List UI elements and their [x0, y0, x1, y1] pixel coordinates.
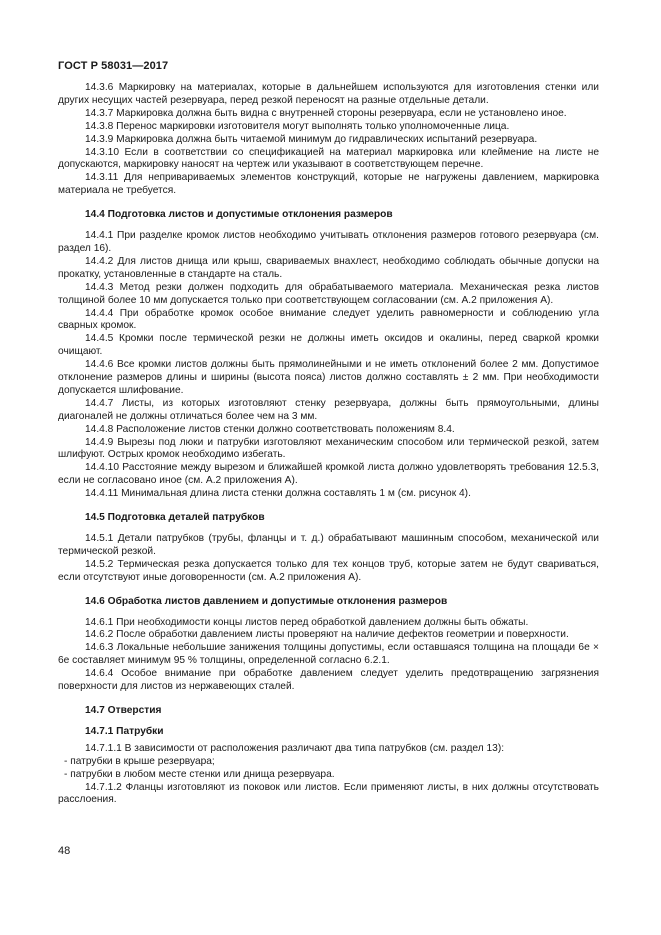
paragraph: 14.5.2 Термическая резка допускается только для тех концов труб, которые затем не будут свариваться, если отсутствуют иные договоренности (см. А.2 приложения А).: [58, 558, 599, 583]
paragraph: 14.4.10 Расстояние между вырезом и ближайшей кромкой листа должно удовлетворять требования 12.5.3, если не согласовано иное (см. А.2 приложения А).: [58, 462, 599, 487]
paragraph: 14.3.10 Если в соответствии со спецификацией на материал маркировка или клеймение на листе не допускаются, маркировку наносят на чертеж или указывают в соответствующем перечне.: [58, 146, 599, 171]
list-item: - патрубки в крыше резервуара;: [64, 755, 215, 767]
paragraph: 14.4.8 Расположение листов стенки должно соответствовать положениям 8.4.: [85, 423, 455, 435]
paragraph: 14.4.5 Кромки после термической резки не должны иметь оксидов и окалины, перед сваркой кромки очищают.: [58, 333, 599, 358]
paragraph: 14.4.6 Все кромки листов должны быть прямолинейными и не иметь отклонений более 2 мм. Допустимое отклонение размеров длины и ширины (высота пояса) листов должно составлять ± 2 мм. При необходимости допускается шлифование.: [58, 359, 599, 396]
section-heading: 14.5 Подготовка деталей патрубков: [85, 512, 265, 524]
section-heading: 14.7 Отверстия: [85, 704, 162, 716]
paragraph: 14.3.6 Маркировку на материалах, которые в дальнейшем используются для изготовления стенки или других несущих частей резервуара, перед резкой переносят на разные отдельные детали.: [58, 82, 599, 106]
paragraph: 14.4.4 При обработке кромок особое внимание следует уделить равномерности и соблюдению угла сварных кромок.: [58, 307, 599, 332]
section-heading: 14.4 Подготовка листов и допустимые отклонения размеров: [85, 209, 393, 221]
paragraph: 14.3.11 Для неприваривaемых элементов конструкций, которые не нагружены давлением, маркировка материала не требуется.: [58, 172, 599, 197]
paragraph: 14.6.4 Особое внимание при обработке давлением следует уделить предотвращению загрязнения поверхности для листов из нержавеющих сталей.: [58, 668, 599, 693]
paragraph: 14.4.3 Метод резки должен подходить для обрабатываемого материала. Механическая резка листов толщиной более 10 мм допускается только при соответствующем согласовании (см. А.2 приложения А).: [58, 281, 599, 306]
paragraph: 14.3.9 Маркировка должна быть читаемой минимум до гидравлических испытаний резервуара.: [85, 133, 538, 145]
paragraph: 14.6.1 При необходимости концы листов перед обработкой давлением должны быть обжаты.: [85, 616, 529, 628]
paragraph: 14.4.11 Минимальная длина листа стенки должна составлять 1 м (см. рисунок 4).: [85, 488, 471, 500]
section-heading: 14.6 Обработка листов давлением и допустимые отклонения размеров: [85, 595, 448, 607]
paragraph: 14.3.8 Перенос маркировки изготовителя могут выполнять только уполномоченные лица.: [85, 120, 510, 132]
page-number: 48: [58, 845, 71, 857]
paragraph: 14.4.7 Листы, из которых изготовляют стенку резервуара, должны быть прямоугольными, длины диагоналей не должны отличаться более чем на 3 мм.: [58, 397, 599, 422]
paragraph: 14.7.1.1 В зависимости от расположения различают два типа патрубков (см. раздел 13):: [85, 742, 505, 754]
paragraph: 14.4.1 При разделке кромок листов необходимо учитывать отклонения размеров готового резервуара (см. раздел 16).: [58, 230, 599, 254]
paragraph: 14.3.7 Маркировка должна быть видна с внутренней стороны резервуара, если не установлено иное.: [85, 107, 567, 119]
subsection-heading: 14.7.1 Патрубки: [85, 725, 164, 737]
document-body: [58, 82, 599, 807]
paragraph: 14.6.3 Локальные небольшие занижения толщины допустимы, если оставшаяся толщина на площади 6е × 6е составляет минимум 95 % толщины, определенной согласно 6.2.1.: [58, 642, 599, 667]
list-item: - патрубки в любом месте стенки или днища резервуара.: [64, 768, 335, 780]
document-header: ГОСТ Р 58031—2017: [58, 60, 169, 72]
paragraph: 14.7.1.2 Фланцы изготовляют из поковок или листов. Если применяют листы, в них должны отсутствовать расслоения.: [58, 781, 599, 806]
paragraph: 14.4.9 Вырезы под люки и патрубки изготовляют механическим способом или термической резкой, затем шлифуют. Острых кромок необходимо избегать.: [58, 436, 599, 461]
paragraph: 14.4.2 Для листов днища или крыш, свариваемых внахлест, необходимо соблюдать обычные допуски на прокатку, установленные в стандарте на сталь.: [58, 255, 599, 280]
paragraph: 14.6.2 После обработки давлением листы проверяют на наличие дефектов геометрии и поверхности.: [85, 629, 569, 641]
paragraph: 14.5.1 Детали патрубков (трубы, фланцы и т. д.) обрабатывают машинным способом, механической или термической резкой.: [58, 533, 599, 557]
